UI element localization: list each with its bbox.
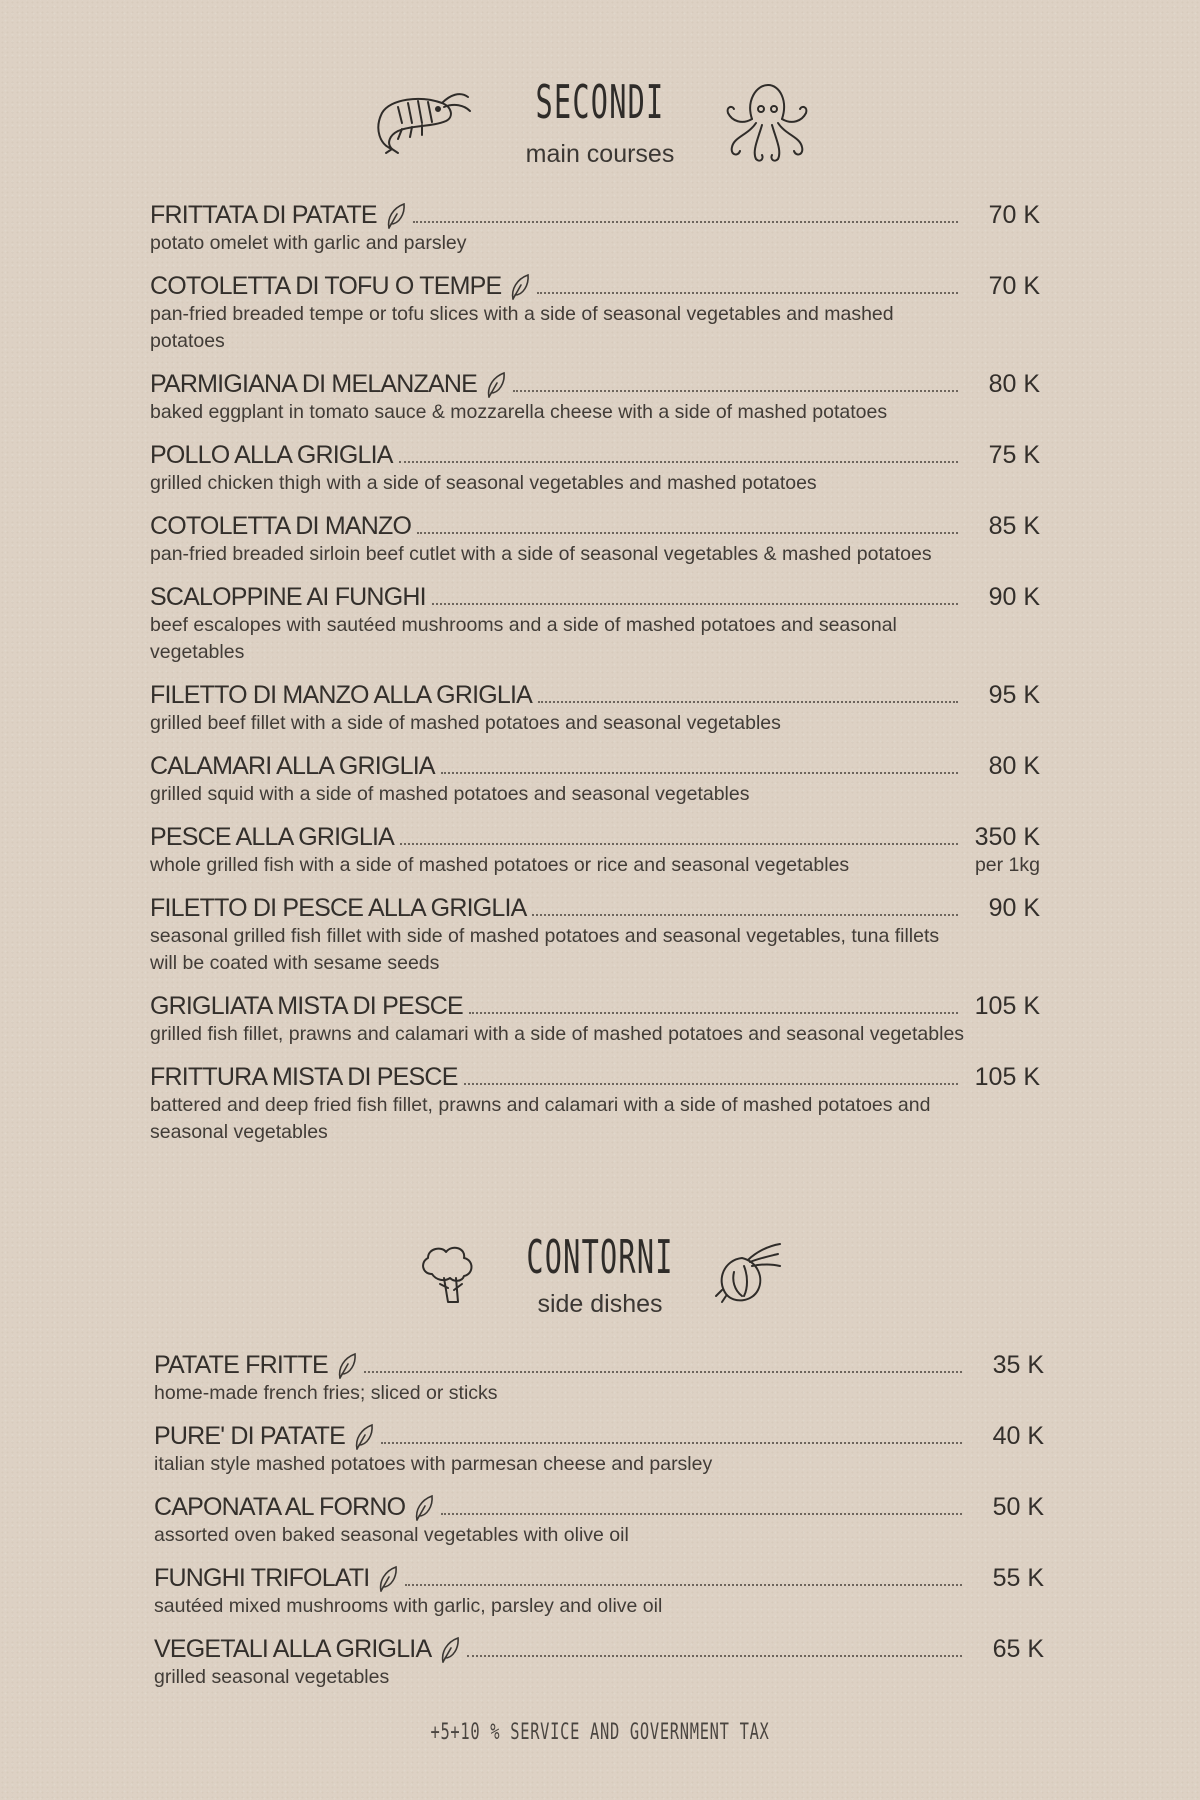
dish-price: 50 K (992, 1493, 1044, 1521)
dish-description: home-made french fries; sliced or sticks (154, 1382, 498, 1404)
menu-item (150, 1062, 1040, 1146)
dot-leader (413, 221, 958, 223)
dish-description-wrap (150, 710, 1040, 737)
menu-item-row (150, 991, 1040, 1021)
dish-description-wrap (154, 1664, 1044, 1691)
contorni-subtitle: side dishes (537, 1290, 663, 1318)
contorni-header (0, 1230, 1200, 1330)
menu-item (150, 991, 1040, 1048)
dish-name: GRIGLIATA MISTA DI PESCE (150, 992, 463, 1020)
dish-price: 65 K (992, 1635, 1044, 1663)
menu-item (150, 582, 1040, 666)
dish-name: FILETTO DI PESCE ALLA GRIGLIA (150, 894, 527, 922)
menu-item-row (150, 822, 1040, 852)
dot-leader (441, 1513, 962, 1515)
dish-description: baked eggplant in tomato sauce & mozzarella cheese with a side of mashed potatoes (150, 401, 888, 423)
leaf-icon (439, 1636, 461, 1664)
dot-leader (400, 843, 958, 845)
dish-description-wrap (150, 301, 1040, 355)
dish-description: whole grilled fish with a side of mashed potatoes or rice and seasonal vegetables (150, 854, 850, 876)
dish-name: COTOLETTA DI TOFU O TEMPE (150, 272, 502, 300)
octopus-icon (722, 79, 812, 165)
dish-name: PURE' DI PATATE (154, 1422, 345, 1450)
dish-name: PESCE ALLA GRIGLIA (150, 823, 395, 851)
dish-description: pan-fried breaded tempe or tofu slices with a side of seasonal vegetables and mashed potatoes (150, 303, 894, 352)
menu-item-row (150, 369, 1040, 399)
dish-description-wrap (154, 1380, 1044, 1407)
dish-description-wrap (150, 399, 1040, 426)
dish-description-wrap (150, 1092, 1040, 1146)
menu-item (154, 1350, 1044, 1407)
dish-description-wrap (150, 852, 1040, 879)
menu-item (150, 822, 1040, 879)
tax-note: +5+10 % SERVICE AND GOVERNMENT TAX (430, 1720, 770, 1745)
dish-description: grilled beef fillet with a side of mashed potatoes and seasonal vegetables (150, 712, 781, 734)
leaf-icon (377, 1565, 399, 1593)
dot-leader (532, 914, 958, 916)
dish-description-wrap (154, 1593, 1044, 1620)
secondi-title: SECONDI (535, 75, 665, 129)
dot-leader (464, 1083, 958, 1085)
dish-description: italian style mashed potatoes with parmesan cheese and parsley (154, 1453, 713, 1475)
menu-item (150, 200, 1040, 257)
menu-item (154, 1634, 1044, 1691)
dot-leader (467, 1655, 962, 1657)
dot-leader (405, 1584, 962, 1586)
dish-name: FUNGHI TRIFOLATI (154, 1564, 370, 1592)
dot-leader (537, 292, 958, 294)
leaf-icon (353, 1423, 375, 1451)
dish-price: 80 K (988, 370, 1040, 398)
dish-description: pan-fried breaded sirloin beef cutlet with a side of seasonal vegetables & mashed potatoes (150, 543, 932, 565)
menu-item (150, 271, 1040, 355)
menu-item-row (154, 1563, 1044, 1593)
dish-description-wrap (154, 1522, 1044, 1549)
dish-description-wrap (150, 923, 1040, 977)
menu-item-row (154, 1492, 1044, 1522)
dish-description: grilled chicken thigh with a side of seasonal vegetables and mashed potatoes (150, 472, 817, 494)
dish-description: battered and deep fried fish fillet, prawns and calamari with a side of mashed potatoes and seasonal vegetables (150, 1094, 931, 1143)
dish-name: FRITTURA MISTA DI PESCE (150, 1063, 458, 1091)
dish-price: 105 K (974, 1063, 1040, 1091)
dish-description: seasonal grilled fish fillet with side of mashed potatoes and seasonal vegetables, tuna fillets will be coated with sesame seeds (150, 925, 940, 974)
dish-name: PATATE FRITTE (154, 1351, 328, 1379)
menu-item (150, 369, 1040, 426)
onion-icon (712, 1240, 784, 1308)
dish-price: 70 K (988, 272, 1040, 300)
dot-leader (364, 1371, 962, 1373)
dish-price: 40 K (992, 1422, 1044, 1450)
menu-item-row (154, 1421, 1044, 1451)
menu-item (154, 1492, 1044, 1549)
dish-description-wrap (154, 1451, 1044, 1478)
menu-item-row (150, 271, 1040, 301)
dish-name: VEGETALI ALLA GRIGLIA (154, 1635, 432, 1663)
dish-description: grilled squid with a side of mashed potatoes and seasonal vegetables (150, 783, 750, 805)
dish-description: sautéed mixed mushrooms with garlic, parsley and olive oil (154, 1595, 663, 1617)
contorni-title: CONTORNI (526, 1230, 674, 1284)
menu-item (150, 680, 1040, 737)
menu-item-row (154, 1634, 1044, 1664)
dish-name: FRITTATA DI PATATE (150, 201, 377, 229)
dish-name: FILETTO DI MANZO ALLA GRIGLIA (150, 681, 533, 709)
menu-item (150, 751, 1040, 808)
dish-description-wrap (150, 541, 1040, 568)
dish-price: 105 K (974, 992, 1040, 1020)
secondi-list (150, 200, 1040, 1160)
dish-description-wrap (150, 612, 1040, 666)
dot-leader (513, 390, 958, 392)
contorni-list (154, 1350, 1044, 1705)
dish-price: 70 K (988, 201, 1040, 229)
dish-description: beef escalopes with sautéed mushrooms and a side of mashed potatoes and seasonal vegetables (150, 614, 897, 663)
dish-description: potato omelet with garlic and parsley (150, 232, 467, 254)
dot-leader (538, 701, 958, 703)
menu-item-row (150, 511, 1040, 541)
dish-description-wrap (150, 230, 1040, 257)
dot-leader (417, 532, 958, 534)
leaf-icon (413, 1494, 435, 1522)
dish-name: CAPONATA AL FORNO (154, 1493, 406, 1521)
dish-price: 90 K (988, 894, 1040, 922)
broccoli-icon (418, 1244, 480, 1308)
dish-name: POLLO ALLA GRIGLIA (150, 441, 393, 469)
dish-description-wrap (150, 470, 1040, 497)
dish-name: SCALOPPINE AI FUNGHI (150, 583, 426, 611)
price-unit: per 1kg (974, 854, 1040, 876)
menu-item-row (150, 1062, 1040, 1092)
dish-description-wrap (150, 781, 1040, 808)
dish-name: COTOLETTA DI MANZO (150, 512, 412, 540)
dish-price: 350 K (974, 823, 1040, 851)
menu-item-row (150, 680, 1040, 710)
leaf-icon (509, 273, 531, 301)
menu-item (150, 440, 1040, 497)
dot-leader (441, 772, 958, 774)
dish-price: 55 K (992, 1564, 1044, 1592)
secondi-subtitle: main courses (525, 140, 675, 168)
dish-price: 85 K (988, 512, 1040, 540)
dish-price: 80 K (988, 752, 1040, 780)
dish-name: CALAMARI ALLA GRIGLIA (150, 752, 435, 780)
secondi-header (0, 75, 1200, 175)
menu-item (154, 1563, 1044, 1620)
dish-description: grilled seasonal vegetables (154, 1666, 390, 1688)
menu-item-row (150, 440, 1040, 470)
dot-leader (381, 1442, 962, 1444)
dish-price: 90 K (988, 583, 1040, 611)
menu-item-row (150, 582, 1040, 612)
menu-item (154, 1421, 1044, 1478)
dish-price: 35 K (992, 1351, 1044, 1379)
leaf-icon (336, 1352, 358, 1380)
menu-item-row (150, 893, 1040, 923)
leaf-icon (385, 202, 407, 230)
shrimp-icon (372, 85, 472, 155)
dish-description-wrap (150, 1021, 1040, 1048)
leaf-icon (485, 371, 507, 399)
dot-leader (469, 1012, 958, 1014)
menu-item-row (150, 200, 1040, 230)
dish-description: grilled fish fillet, prawns and calamari with a side of mashed potatoes and seasonal vegetables (150, 1023, 965, 1045)
dish-name: PARMIGIANA DI MELANZANE (150, 370, 478, 398)
menu-item (150, 893, 1040, 977)
dot-leader (432, 603, 958, 605)
menu-item-row (154, 1350, 1044, 1380)
dish-price: 95 K (988, 681, 1040, 709)
dot-leader (399, 461, 958, 463)
dish-price: 75 K (988, 441, 1040, 469)
menu-item (150, 511, 1040, 568)
menu-item-row (150, 751, 1040, 781)
dish-description: assorted oven baked seasonal vegetables with olive oil (154, 1524, 629, 1546)
